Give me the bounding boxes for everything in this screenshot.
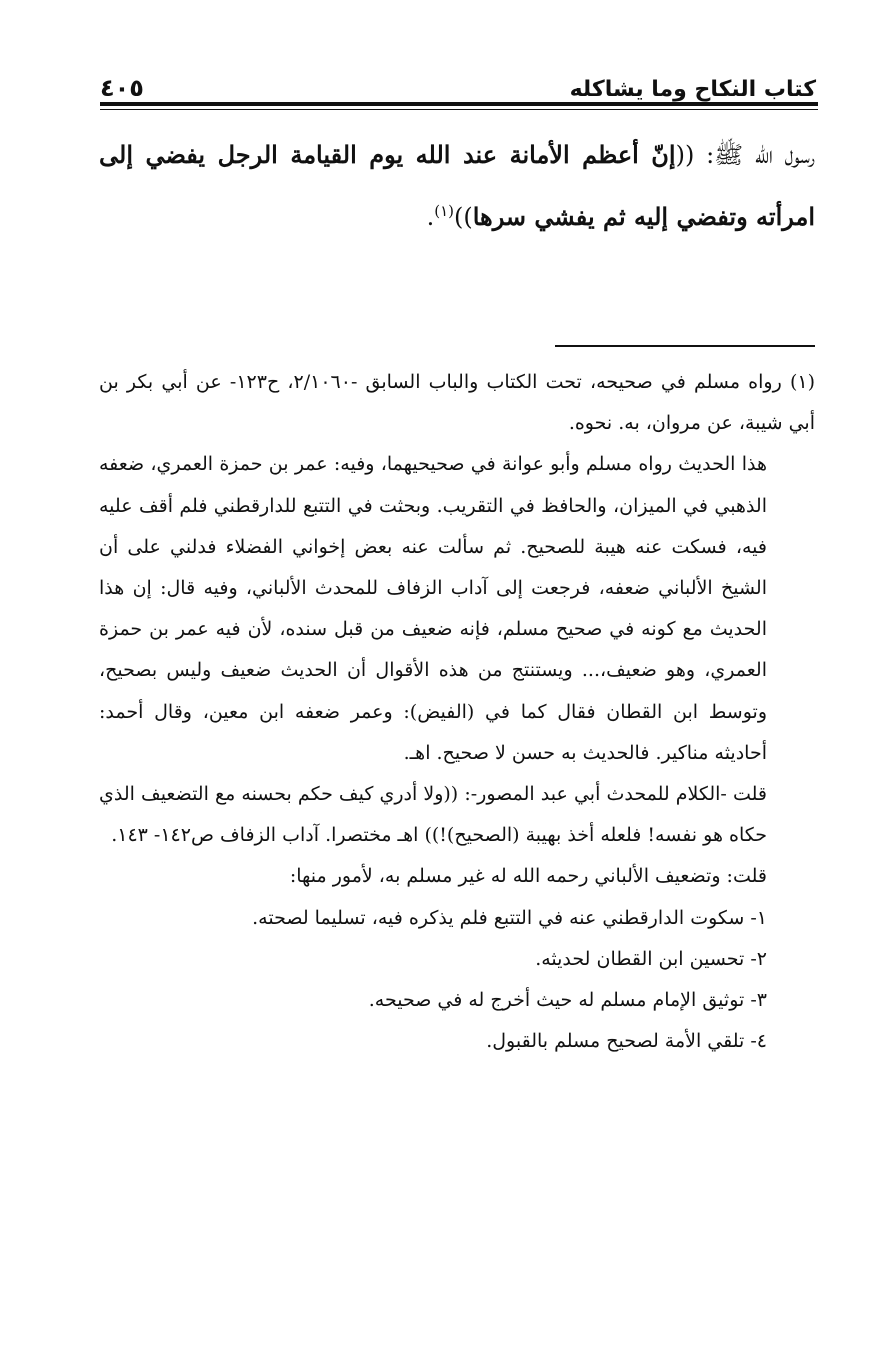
- main-text: [99, 124, 815, 248]
- list-item: ١- سكوت الدارقطني عنه في التتبع فلم يذكره فيه، تسليما لصحته.: [252, 906, 767, 929]
- quote-close: )): [453, 203, 473, 231]
- footnotes: [99, 362, 815, 1062]
- footnote-paragraph-1: هذا الحديث رواه مسلم وأبو عوانة في صحيحيهما، وفيه: عمر بن حمزة العمري، ضعفه الذهبي في الميزان، والحافظ في التقريب. وبحثت في التتبع للدارقطني فلم أقف عليه فيه، فسكت عنه هيبة للصحيح. ثم سألت عنه بعض إخواني الفضلاء فدلني على أن الشيخ الألباني ضعفه، فرجعت إلى آداب الزفاف للمحدث الألباني، وفيه قال: إن هذا الحديث مع كونه في صحيح مسلم، فإنه ضعيف من قبل سنده، لأن فيه عمر بن حمزة العمري، وهو ضعيف،... ويستنتج من هذه الأقوال أن الحديث ضعيف وليس بصحيح، وتوسط ابن القطان فقال كما في (الفيض): وعمر ضعفه ابن معين، وقال أحمد: أحاديثه مناكير. فالحديث به حسن لا صحيح. اهـ.: [99, 453, 767, 764]
- quote-open: ((: [675, 141, 695, 169]
- header-rule-thin: [100, 109, 818, 110]
- main-lead: رسول الله ﷺ:: [694, 141, 815, 169]
- list-item: ٢- تحسين ابن القطان لحديثه.: [535, 947, 767, 970]
- footnote-paragraph-3: قلت: وتضعيف الألباني رحمه الله له غير مسلم به، لأمور منها:: [289, 865, 767, 888]
- running-title: كتاب النكاح وما يشاكله: [569, 77, 816, 102]
- footnote-paragraph-2: قلت -الكلام للمحدث أبي عبد المصور-: ((ولا أدري كيف حكم بحسنه مع التضعيف الذي حكاه هو نفسه! فلعله أخذ بهيبة (الصحيح)!)) اهـ مختصرا. آداب الزفاف ص١٤٢- ١٤٣.: [99, 783, 767, 847]
- list-item: ٤- تلقي الأمة لصحيح مسلم بالقبول.: [486, 1030, 767, 1053]
- hadith-quote: إنّ أعظم الأمانة عند الله يوم القيامة الرجل يفضي إلى امرأته وتفضي إليه ثم يفشي سرها: [99, 140, 815, 231]
- footnote-marker: (١): [789, 371, 815, 393]
- list-item: ٣- توثيق الإمام مسلم له حيث أخرج له في صحيحه.: [368, 989, 767, 1012]
- footnote-reference[interactable]: (١): [434, 202, 454, 220]
- main-end: .: [426, 203, 435, 231]
- footnote-1: [99, 362, 815, 444]
- page-header: [100, 62, 816, 102]
- footnote-separator: [555, 345, 815, 347]
- footnote-1-text: رواه مسلم في صحيحه، تحت الكتاب والباب السابق -٢/١٠٦٠، ح١٢٣- عن أبي بكر بن أبي شيبة، عن مروان، به. نحوه.: [99, 371, 815, 435]
- header-rule-thick: [100, 102, 818, 106]
- page-number: ٤٠٥: [100, 74, 144, 102]
